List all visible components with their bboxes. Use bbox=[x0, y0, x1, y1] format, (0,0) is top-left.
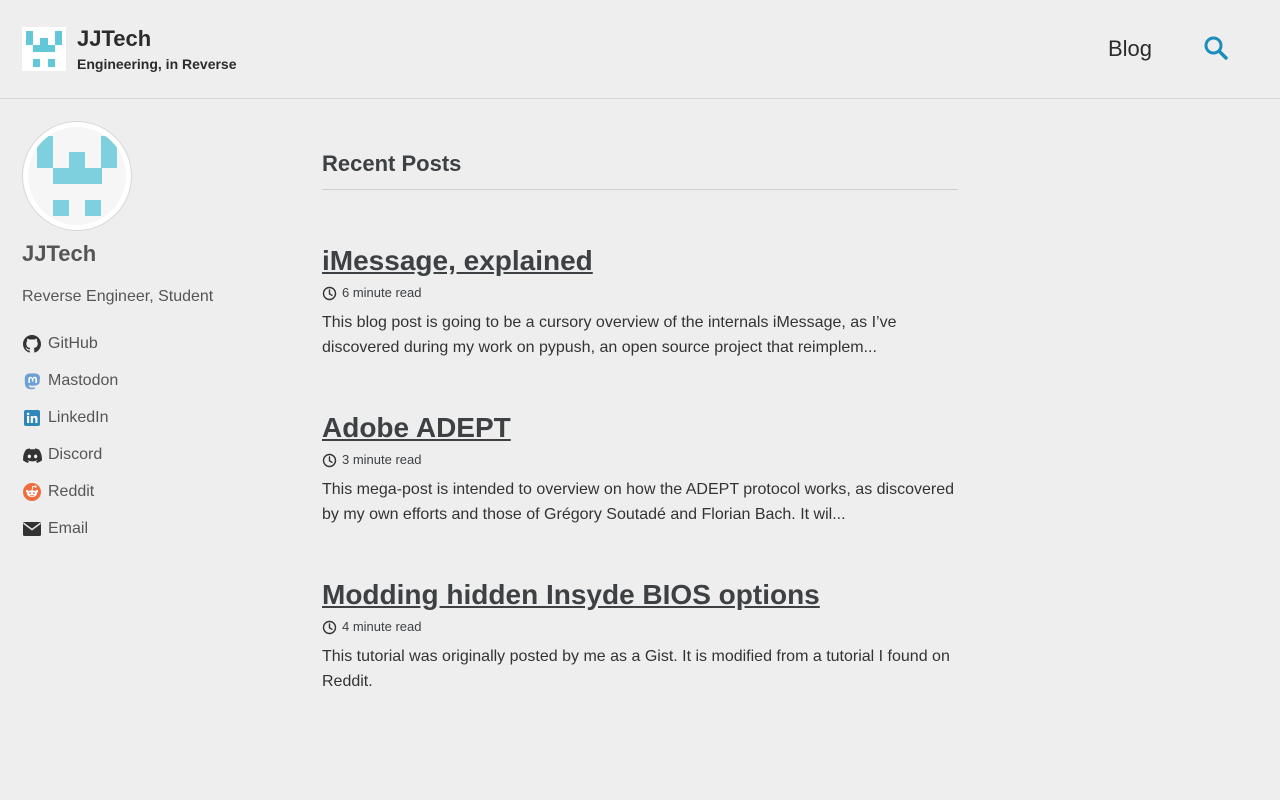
email-link[interactable] bbox=[22, 519, 88, 539]
post-item bbox=[322, 411, 958, 527]
post-excerpt: This tutorial was originally posted by me as a Gist. It is modified from a tutorial I found on Reddit. bbox=[322, 648, 950, 690]
jjtech-logo-icon bbox=[22, 27, 66, 71]
discord-link[interactable] bbox=[22, 445, 102, 465]
main-content bbox=[322, 150, 958, 690]
read-time: 3 minute read bbox=[342, 452, 422, 467]
github-link[interactable] bbox=[22, 334, 98, 354]
discord-label: Discord bbox=[48, 446, 103, 463]
envelope-icon bbox=[22, 519, 42, 539]
github-icon bbox=[22, 334, 42, 354]
post-meta bbox=[322, 285, 958, 301]
author-link-item bbox=[22, 445, 118, 482]
site-subtitle: Engineering, in Reverse bbox=[77, 56, 237, 72]
post-meta bbox=[322, 452, 958, 468]
search-button[interactable] bbox=[1203, 35, 1229, 61]
mastodon-link[interactable] bbox=[22, 371, 118, 391]
author-link-item bbox=[22, 371, 118, 408]
site-title[interactable]: JJTech bbox=[77, 26, 152, 51]
author-avatar bbox=[22, 121, 132, 231]
recent-posts-heading: Recent Posts bbox=[322, 150, 958, 190]
nav-blog-link[interactable]: Blog bbox=[1108, 36, 1153, 61]
author-link-item bbox=[22, 408, 118, 445]
clock-icon bbox=[322, 286, 337, 301]
reddit-label: Reddit bbox=[48, 483, 95, 500]
linkedin-link[interactable] bbox=[22, 408, 109, 428]
linkedin-icon bbox=[22, 408, 42, 428]
jjtech-avatar-icon bbox=[28, 127, 126, 225]
read-time: 6 minute read bbox=[342, 285, 422, 300]
post-title-link[interactable]: Adobe ADEPT bbox=[322, 412, 511, 443]
clock-icon bbox=[322, 620, 337, 635]
post-item bbox=[322, 578, 958, 694]
clock-icon bbox=[322, 453, 337, 468]
mastodon-icon bbox=[22, 371, 42, 391]
post-excerpt: This blog post is going to be a cursory overview of the internals iMessage, as I’ve discovered during my work on pypush, an open source project that reimplem... bbox=[322, 314, 897, 356]
post-title-link[interactable]: Modding hidden Insyde BIOS options bbox=[322, 579, 820, 610]
author-bio: Reverse Engineer, Student bbox=[22, 288, 214, 305]
reddit-icon bbox=[22, 482, 42, 502]
discord-icon bbox=[22, 445, 42, 465]
author-link-item bbox=[22, 482, 118, 519]
linkedin-label: LinkedIn bbox=[48, 409, 109, 426]
post-item bbox=[322, 244, 958, 360]
reddit-link[interactable] bbox=[22, 482, 94, 502]
author-name: JJTech bbox=[22, 241, 97, 266]
mastodon-label: Mastodon bbox=[48, 372, 119, 389]
read-time: 4 minute read bbox=[342, 619, 422, 634]
email-label: Email bbox=[48, 520, 89, 537]
github-label: GitHub bbox=[48, 335, 98, 352]
masthead bbox=[0, 0, 1280, 99]
search-icon bbox=[1203, 35, 1229, 61]
post-title-link[interactable]: iMessage, explained bbox=[322, 245, 593, 276]
author-link-item bbox=[22, 519, 118, 556]
post-excerpt: This mega-post is intended to overview on how the ADEPT protocol works, as discovered by my own efforts and those of Grégory Soutadé and Florian Bach. It wil... bbox=[322, 481, 955, 523]
author-links bbox=[22, 334, 118, 556]
site-logo[interactable] bbox=[22, 27, 66, 71]
author-link-item bbox=[22, 334, 118, 371]
post-meta bbox=[322, 619, 958, 635]
